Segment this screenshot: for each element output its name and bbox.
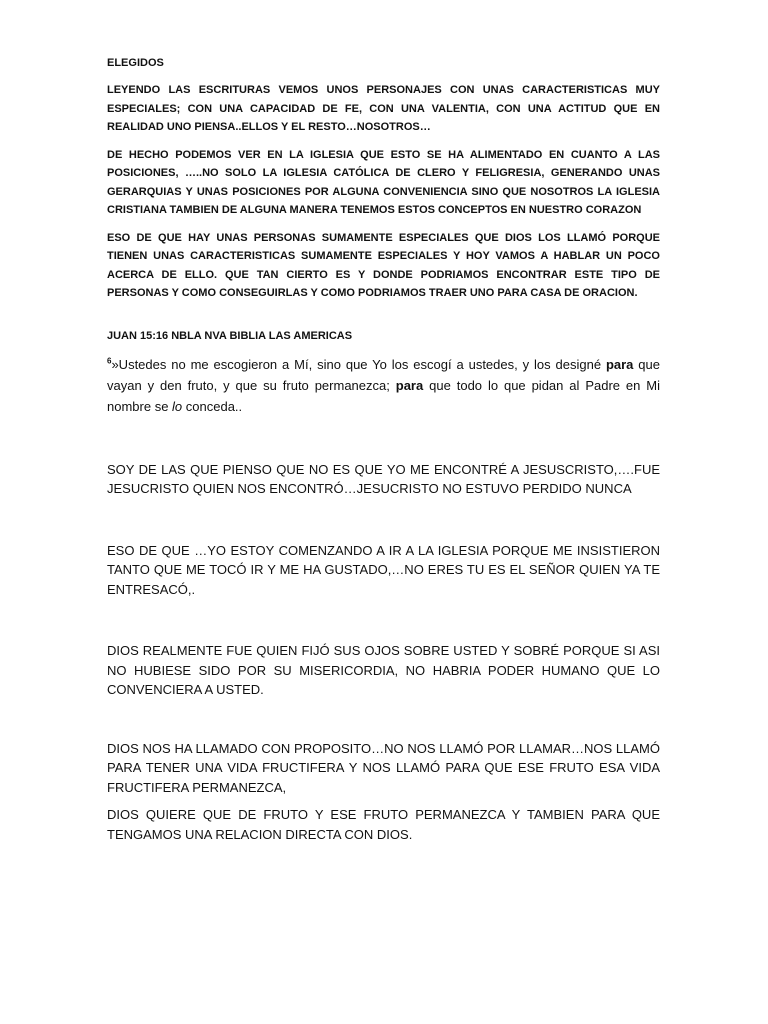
intro-paragraph-3: ESO DE QUE HAY UNAS PERSONAS SUMAMENTE ESPECIALES QUE DIOS LOS LLAMÓ PORQUE TIENEN UNAS CARACTERISTICAS SUMAMENTE ESPECIALES Y HOY VAMOS A HABLAR UN POCO ACERCA DE ELLO. QUE TAN CIERTO ES Y DONDE PODRIAMOS ENCONTRAR ESTE TIPO DE PERSONAS Y COMO CONSEGUIRLAS Y COMO PODRIAMOS TRAER UNO PARA CASA DE ORACION. — [107, 231, 660, 299]
body-paragraph-1: SOY DE LAS QUE PIENSO QUE NO ES QUE YO ME ENCONTRÉ A JESUSCRISTO,….FUE JESUCRISTO QUIEN NOS ENCONTRÓ…JESUCRISTO NO ESTUVO PERDIDO NUNCA — [107, 461, 660, 496]
verse-number: 6 — [107, 356, 112, 366]
scripture-reference: JUAN 15:16 NBLA NVA BIBLIA LAS AMERICAS — [107, 329, 353, 342]
intro-paragraph-2: DE HECHO PODEMOS VER EN LA IGLESIA QUE ESTO SE HA ALIMENTADO EN CUANTO A LAS POSICIONES, …..NO SOLO LA IGLESIA CATÓLICA DE CLERO Y FELIGRESIA, GENERANDO UNAS GERARQUIAS Y UNAS POSICIONES POR ALGUNA CONVENIENCIA SINO QUE NOSOTROS LA IGLESIA CRISTIANA TAMBIEN DE ALGUNA MANERA TENEMOS ESTOS CONCEPTOS EN NUESTRO CORAZON — [107, 148, 660, 216]
body-paragraph-2: ESO DE QUE …YO ESTOY COMENZANDO A IR A LA IGLESIA PORQUE ME INSISTIERON TANTO QUE ME TOCÓ IR Y ME HA GUSTADO,…NO ERES TU ES EL SEÑOR QUIEN YA TE ENTRESACÓ,. — [107, 542, 660, 597]
intro-paragraph-1: LEYENDO LAS ESCRITURAS VEMOS UNOS PERSONAJES CON UNAS CARACTERISTICAS MUY ESPECIALES; CON UNA CAPACIDAD DE FE, CON UNA VALENTIA, CON UNA ACTITUD QUE EN REALIDAD UNO PIENSA..ELLOS Y EL RESTO…NOSOTROS… — [107, 84, 660, 133]
verse-part-1: »Ustedes no me escogieron a Mí, sino que Yo los escogí a ustedes, y los designé — [111, 356, 606, 372]
body-paragraph-5: DIOS QUIERE QUE DE FRUTO Y ESE FRUTO PERMANEZCA Y TAMBIEN PARA QUE TENGAMOS UNA RELACION DIRECTA CON DIOS. — [107, 807, 660, 842]
verse-part-4: conceda.. — [182, 398, 243, 414]
verse-part-2: que vayan y den fruto, y que su fruto permanezca; — [107, 356, 660, 393]
verse-italic: lo — [172, 398, 183, 414]
document-title: ELEGIDOS — [107, 57, 164, 69]
verse-part-3: que todo lo que pidan al Padre en Mi nombre se — [107, 377, 660, 414]
document-page — [107, 54, 660, 844]
verse-text — [107, 354, 660, 417]
body-paragraph-4: DIOS NOS HA LLAMADO CON PROPOSITO…NO NOS LLAMÓ POR LLAMAR…NOS LLAMÓ PARA TENER UNA VIDA FRUCTIFERA Y NOS LLAMÓ PARA QUE ESE FRUTO ESA VIDA FRUCTIFERA PERMANEZCA, — [107, 740, 660, 795]
body-paragraph-3: DIOS REALMENTE FUE QUIEN FIJÓ SUS OJOS SOBRE USTED Y SOBRÉ PORQUE SI ASI NO HUBIESE SIDO POR SU MISERICORDIA, NO HABRIA PODER HUMANO QUE LO CONVENCIERA A USTED. — [107, 643, 660, 697]
verse-bold-1: para — [605, 356, 634, 372]
verse-bold-2: para — [395, 377, 424, 393]
